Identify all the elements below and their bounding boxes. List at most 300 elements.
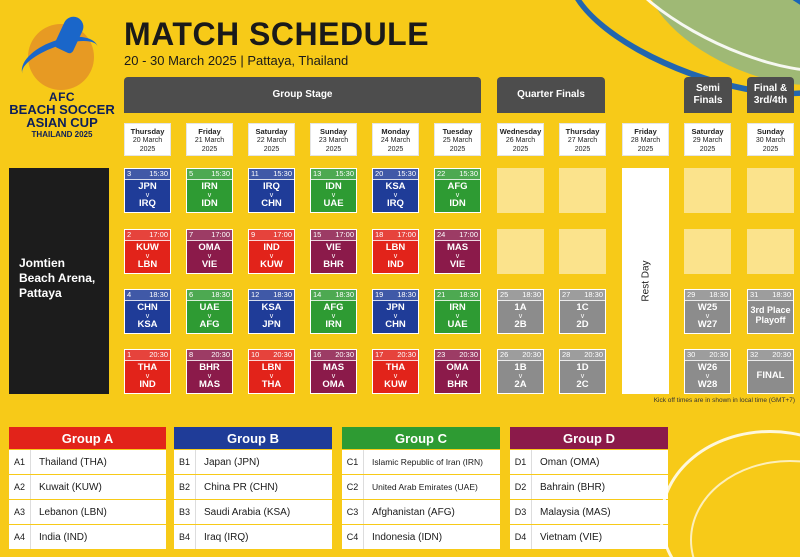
group-team-row	[9, 450, 166, 474]
versus-label: v	[518, 373, 523, 380]
kickoff-time: 18:30	[397, 290, 416, 299]
group-header: Group A	[9, 427, 166, 449]
home-team: OMA	[446, 362, 469, 373]
versus-label: v	[269, 373, 274, 380]
team-name: United Arab Emirates (UAE)	[372, 482, 478, 492]
match-number: 17	[375, 350, 384, 359]
day-name: Monday	[381, 127, 410, 136]
match-card[interactable]	[186, 168, 233, 213]
versus-label: v	[518, 313, 523, 320]
versus-label: v	[455, 192, 460, 199]
day-date: 20 March	[132, 137, 163, 144]
group-team-row	[342, 450, 500, 474]
match-header	[435, 290, 480, 301]
home-team: JPN	[386, 302, 405, 313]
match-card[interactable]	[559, 289, 606, 334]
group-c	[342, 427, 500, 549]
versus-label: v	[207, 192, 212, 199]
versus-label: v	[269, 313, 274, 320]
match-card[interactable]	[684, 289, 731, 334]
match-card[interactable]	[434, 349, 481, 394]
day-header	[559, 123, 606, 156]
match-number: 18	[375, 230, 384, 239]
match-card[interactable]	[434, 289, 481, 334]
day-name: Thursday	[565, 127, 600, 136]
day-date: 24 March	[380, 137, 411, 144]
kickoff-time: 15:30	[273, 169, 292, 178]
match-number: 30	[687, 350, 696, 359]
match-number: 1	[127, 350, 132, 359]
away-team: VIE	[449, 259, 466, 270]
kickoff-time: 18:30	[772, 290, 791, 299]
team-seed-code: B3	[174, 500, 196, 524]
versus-label: v	[145, 313, 150, 320]
away-team: BHR	[447, 379, 468, 390]
empty-slot	[684, 229, 731, 274]
empty-slot	[497, 229, 544, 274]
match-header	[125, 290, 170, 301]
team-seed-code: A3	[9, 500, 31, 524]
versus-label: v	[331, 313, 336, 320]
versus-label: v	[455, 313, 460, 320]
kickoff-time: 17:00	[335, 230, 354, 239]
away-team: KSA	[137, 319, 158, 330]
home-team: VIE	[325, 242, 342, 253]
team-name: Kuwait (KUW)	[39, 481, 102, 493]
venue-line-1: Jomtien	[19, 256, 66, 270]
team-name: Vietnam (VIE)	[540, 531, 603, 543]
away-team: LBN	[137, 259, 158, 270]
home-team: AFG	[323, 302, 344, 313]
day-name: Friday	[634, 127, 657, 136]
team-seed-code: B1	[174, 450, 196, 474]
home-team: MAS	[446, 242, 469, 253]
group-team-row	[342, 525, 500, 549]
day-header	[684, 123, 731, 156]
versus-label: v	[145, 373, 150, 380]
match-number: 24	[437, 230, 446, 239]
home-team: AFG	[447, 181, 468, 192]
group-b	[174, 427, 332, 549]
away-team: 2A	[514, 379, 527, 390]
match-number: 11	[251, 169, 259, 178]
away-team: UAE	[447, 319, 468, 330]
match-header	[373, 169, 418, 180]
kickoff-time: 20:30	[335, 350, 354, 359]
group-team-row	[510, 450, 668, 474]
day-date: 23 March	[318, 137, 349, 144]
match-header	[748, 350, 793, 361]
kickoff-time: 20:30	[522, 350, 541, 359]
home-team: KUW	[136, 242, 159, 253]
match-number: 10	[251, 350, 260, 359]
match-header	[249, 230, 294, 241]
day-date: 25 March	[442, 137, 473, 144]
home-team: KSA	[261, 302, 282, 313]
match-number: 26	[500, 350, 509, 359]
day-name: Saturday	[691, 127, 724, 136]
kickoff-time: 18:30	[335, 290, 354, 299]
match-header	[249, 290, 294, 301]
rest-day-label: Rest Day	[640, 260, 651, 302]
match-card[interactable]	[248, 349, 295, 394]
team-seed-code: C3	[342, 500, 364, 524]
away-team: IRQ	[139, 198, 156, 209]
match-card[interactable]	[747, 349, 794, 394]
venue-line-3: Pattaya	[19, 286, 62, 300]
kickoff-time: 18:30	[709, 290, 728, 299]
match-card[interactable]	[684, 349, 731, 394]
match-number: 8	[189, 350, 194, 359]
kickoff-time: 18:30	[522, 290, 541, 299]
match-card[interactable]	[124, 289, 171, 334]
match-header	[373, 230, 418, 241]
day-year: 2025	[512, 146, 529, 153]
versus-label: v	[331, 192, 336, 199]
match-header	[435, 169, 480, 180]
match-number: 3	[127, 169, 132, 178]
kickoff-time: 20:30	[459, 350, 478, 359]
kickoff-time: 17:00	[397, 230, 416, 239]
group-header: Group B	[174, 427, 332, 449]
match-header	[311, 290, 356, 301]
match-header	[187, 169, 232, 180]
kickoff-time: 20:30	[397, 350, 416, 359]
day-header	[622, 123, 669, 156]
team-seed-code: C4	[342, 525, 364, 549]
group-team-row	[510, 475, 668, 499]
team-seed-code: B4	[174, 525, 196, 549]
day-name: Sunday	[756, 127, 785, 136]
team-name: Afghanistan (AFG)	[372, 506, 455, 518]
match-card[interactable]	[186, 229, 233, 274]
versus-label: v	[331, 253, 336, 260]
match-card[interactable]	[497, 289, 544, 334]
versus-label: v	[393, 253, 398, 260]
phase-semi-finals: Semi Finals	[684, 77, 732, 113]
match-card[interactable]	[248, 168, 295, 213]
match-header	[249, 350, 294, 361]
day-header	[497, 123, 544, 156]
versus-label: v	[393, 192, 398, 199]
home-team: JPN	[138, 181, 157, 192]
kickoff-time: 18:30	[459, 290, 478, 299]
versus-label: v	[269, 253, 274, 260]
group-team-row	[342, 500, 500, 524]
match-header	[685, 350, 730, 361]
match-card[interactable]	[310, 168, 357, 213]
day-name: Thursday	[130, 127, 165, 136]
home-team: CHN	[137, 302, 158, 313]
day-date: 26 March	[505, 137, 536, 144]
home-team: MAS	[322, 362, 345, 373]
day-year: 2025	[699, 146, 716, 153]
day-year: 2025	[325, 146, 342, 153]
day-year: 2025	[574, 146, 591, 153]
versus-label: v	[705, 373, 710, 380]
match-header	[560, 350, 605, 361]
group-header: Group D	[510, 427, 668, 449]
day-name: Friday	[198, 127, 221, 136]
kickoff-time: 17:00	[273, 230, 292, 239]
kickoff-time: 15:30	[211, 169, 230, 178]
team-seed-code: C2	[342, 475, 364, 499]
home-team: THA	[385, 362, 406, 373]
group-team-row	[510, 525, 668, 549]
group-team-row	[174, 525, 332, 549]
away-team: VIE	[201, 259, 218, 270]
match-card[interactable]	[310, 289, 357, 334]
group-team-row	[174, 500, 332, 524]
versus-label: v	[269, 192, 274, 199]
match-card[interactable]	[497, 349, 544, 394]
match-number: 31	[750, 290, 759, 299]
match-card[interactable]	[124, 229, 171, 274]
day-name: Wednesday	[499, 127, 542, 136]
away-team: AFG	[199, 319, 220, 330]
home-team: 1D	[576, 362, 589, 373]
match-card[interactable]	[434, 168, 481, 213]
kickoff-time: 15:30	[397, 169, 416, 178]
match-header	[435, 350, 480, 361]
home-team: UAE	[199, 302, 220, 313]
team-seed-code: A4	[9, 525, 31, 549]
match-number: 29	[687, 290, 696, 299]
team-name: Lebanon (LBN)	[39, 506, 107, 518]
team-name: Oman (OMA)	[540, 456, 600, 468]
team-seed-code: B2	[174, 475, 196, 499]
day-date: 29 March	[692, 137, 723, 144]
team-name: Japan (JPN)	[204, 456, 260, 468]
versus-label: v	[393, 373, 398, 380]
away-team: 2B	[514, 319, 527, 330]
day-date: 21 March	[194, 137, 225, 144]
away-team: 2D	[576, 319, 589, 330]
versus-label: v	[455, 253, 460, 260]
home-team: W25	[697, 302, 718, 313]
home-team: LBN	[261, 362, 282, 373]
day-year: 2025	[263, 146, 280, 153]
match-number: 5	[189, 169, 194, 178]
home-team: THA	[137, 362, 158, 373]
day-header	[186, 123, 233, 156]
match-number: 19	[375, 290, 384, 299]
away-team: CHN	[261, 198, 282, 209]
versus-label: v	[705, 313, 710, 320]
group-team-row	[174, 450, 332, 474]
empty-slot	[497, 168, 544, 213]
match-card[interactable]	[372, 229, 419, 274]
home-team: IRQ	[263, 181, 280, 192]
match-header	[125, 169, 170, 180]
team-seed-code: D1	[510, 450, 532, 474]
versus-label: v	[207, 253, 212, 260]
home-team: BHR	[199, 362, 220, 373]
match-number: 4	[127, 290, 132, 299]
day-date: 22 March	[256, 137, 287, 144]
match-header	[311, 230, 356, 241]
away-team: THA	[261, 379, 282, 390]
match-number: 14	[313, 290, 322, 299]
day-header	[434, 123, 481, 156]
team-seed-code: A2	[9, 475, 31, 499]
match-number: 27	[562, 290, 571, 299]
match-number: 22	[437, 169, 446, 178]
away-team: JPN	[262, 319, 281, 330]
match-number: 7	[189, 230, 194, 239]
away-team: MAS	[198, 379, 221, 390]
match-number: 12	[251, 290, 260, 299]
versus-label: v	[580, 373, 585, 380]
away-team: OMA	[322, 379, 345, 390]
away-team: KUW	[384, 379, 407, 390]
day-header	[248, 123, 295, 156]
team-name: Malaysia (MAS)	[540, 506, 611, 518]
match-number: 25	[500, 290, 509, 299]
day-header	[310, 123, 357, 156]
match-card[interactable]	[124, 168, 171, 213]
kickoff-time: 18:30	[273, 290, 292, 299]
match-card[interactable]	[747, 289, 794, 334]
versus-label: v	[207, 313, 212, 320]
match-header	[560, 290, 605, 301]
day-name: Tuesday	[442, 127, 473, 136]
logo-text-asian-cup: ASIAN CUP	[26, 115, 98, 130]
match-header	[373, 350, 418, 361]
away-team: IDN	[449, 198, 466, 209]
home-team: IDN	[325, 181, 342, 192]
page-title: MATCH SCHEDULE	[124, 16, 430, 52]
logo-text-beach-soccer: BEACH SOCCER	[9, 102, 115, 117]
day-date: 28 March	[630, 137, 661, 144]
home-team: 1C	[576, 302, 589, 313]
match-number: 13	[313, 169, 322, 178]
kickoff-time: 15:30	[149, 169, 168, 178]
away-team: W28	[697, 379, 718, 390]
group-team-row	[9, 475, 166, 499]
match-card[interactable]	[186, 349, 233, 394]
match-header	[311, 169, 356, 180]
versus-label: v	[393, 313, 398, 320]
match-number: 32	[750, 350, 759, 359]
day-date: 30 March	[755, 137, 786, 144]
away-team: IND	[387, 259, 404, 270]
match-header	[187, 230, 232, 241]
group-a	[9, 427, 166, 549]
match-card[interactable]	[559, 349, 606, 394]
kickoff-time: 18:30	[211, 290, 230, 299]
kickoff-time: 17:00	[149, 230, 168, 239]
match-card[interactable]	[310, 349, 357, 394]
match-label: 3rd Place Playoff	[750, 305, 791, 325]
home-team: KSA	[385, 181, 406, 192]
team-name: Indonesia (IDN)	[372, 531, 443, 543]
match-card[interactable]	[186, 289, 233, 334]
kickoff-time: 15:30	[459, 169, 478, 178]
team-seed-code: D3	[510, 500, 532, 524]
versus-label: v	[580, 313, 585, 320]
match-card[interactable]	[372, 168, 419, 213]
day-header	[124, 123, 171, 156]
match-number: 23	[437, 350, 446, 359]
group-header: Group C	[342, 427, 500, 449]
day-year: 2025	[139, 146, 156, 153]
day-date: 27 March	[567, 137, 598, 144]
kickoff-time: 20:30	[211, 350, 230, 359]
team-name: Iraq (IRQ)	[204, 531, 249, 543]
versus-label: v	[455, 373, 460, 380]
day-year: 2025	[449, 146, 466, 153]
logo-text-afc: AFC	[48, 90, 76, 104]
away-team: BHR	[323, 259, 344, 270]
kickoff-time: 20:30	[584, 350, 603, 359]
venue-label	[9, 168, 109, 394]
team-seed-code: D2	[510, 475, 532, 499]
kickoff-time: 20:30	[772, 350, 791, 359]
empty-slot	[559, 229, 606, 274]
match-card[interactable]	[310, 229, 357, 274]
day-header	[372, 123, 419, 156]
home-team: IRN	[449, 302, 466, 313]
home-team: IND	[263, 242, 280, 253]
match-number: 9	[251, 230, 256, 239]
empty-slot	[559, 168, 606, 213]
away-team: IDN	[201, 198, 218, 209]
team-seed-code: C1	[342, 450, 364, 474]
day-year: 2025	[387, 146, 404, 153]
match-card[interactable]	[372, 289, 419, 334]
match-card[interactable]	[124, 349, 171, 394]
away-team: UAE	[323, 198, 344, 209]
team-name: Islamic Republic of Iran (IRN)	[372, 457, 484, 467]
kickoff-time: 20:30	[273, 350, 292, 359]
match-number: 20	[375, 169, 384, 178]
match-header	[249, 169, 294, 180]
match-header	[125, 350, 170, 361]
kickoff-time: 20:30	[709, 350, 728, 359]
home-team: LBN	[385, 242, 406, 253]
away-team: CHN	[385, 319, 406, 330]
day-year: 2025	[762, 146, 779, 153]
day-year: 2025	[201, 146, 218, 153]
home-team: W26	[697, 362, 718, 373]
away-team: KUW	[260, 259, 283, 270]
versus-label: v	[145, 253, 150, 260]
versus-label: v	[207, 373, 212, 380]
match-header	[125, 230, 170, 241]
match-card[interactable]	[434, 229, 481, 274]
phase-group-stage: Group Stage	[124, 77, 481, 113]
phase-final: Final & 3rd/4th	[747, 77, 794, 113]
group-team-row	[510, 500, 668, 524]
home-team: IRN	[201, 181, 218, 192]
kickoff-time: 15:30	[335, 169, 354, 178]
home-team: OMA	[198, 242, 221, 253]
kickoff-time: 17:00	[211, 230, 230, 239]
match-card[interactable]	[248, 289, 295, 334]
day-header	[747, 123, 794, 156]
versus-label: v	[145, 192, 150, 199]
day-name: Sunday	[319, 127, 348, 136]
kickoff-time: 18:30	[149, 290, 168, 299]
match-number: 15	[313, 230, 322, 239]
match-card[interactable]	[248, 229, 295, 274]
kickoff-footnote: Kick off times are in shown in local time (GMT+7)	[653, 397, 795, 404]
logo-text-host: THAILAND 2025	[31, 130, 93, 139]
away-team: IRQ	[387, 198, 404, 209]
match-card[interactable]	[372, 349, 419, 394]
match-header	[685, 290, 730, 301]
